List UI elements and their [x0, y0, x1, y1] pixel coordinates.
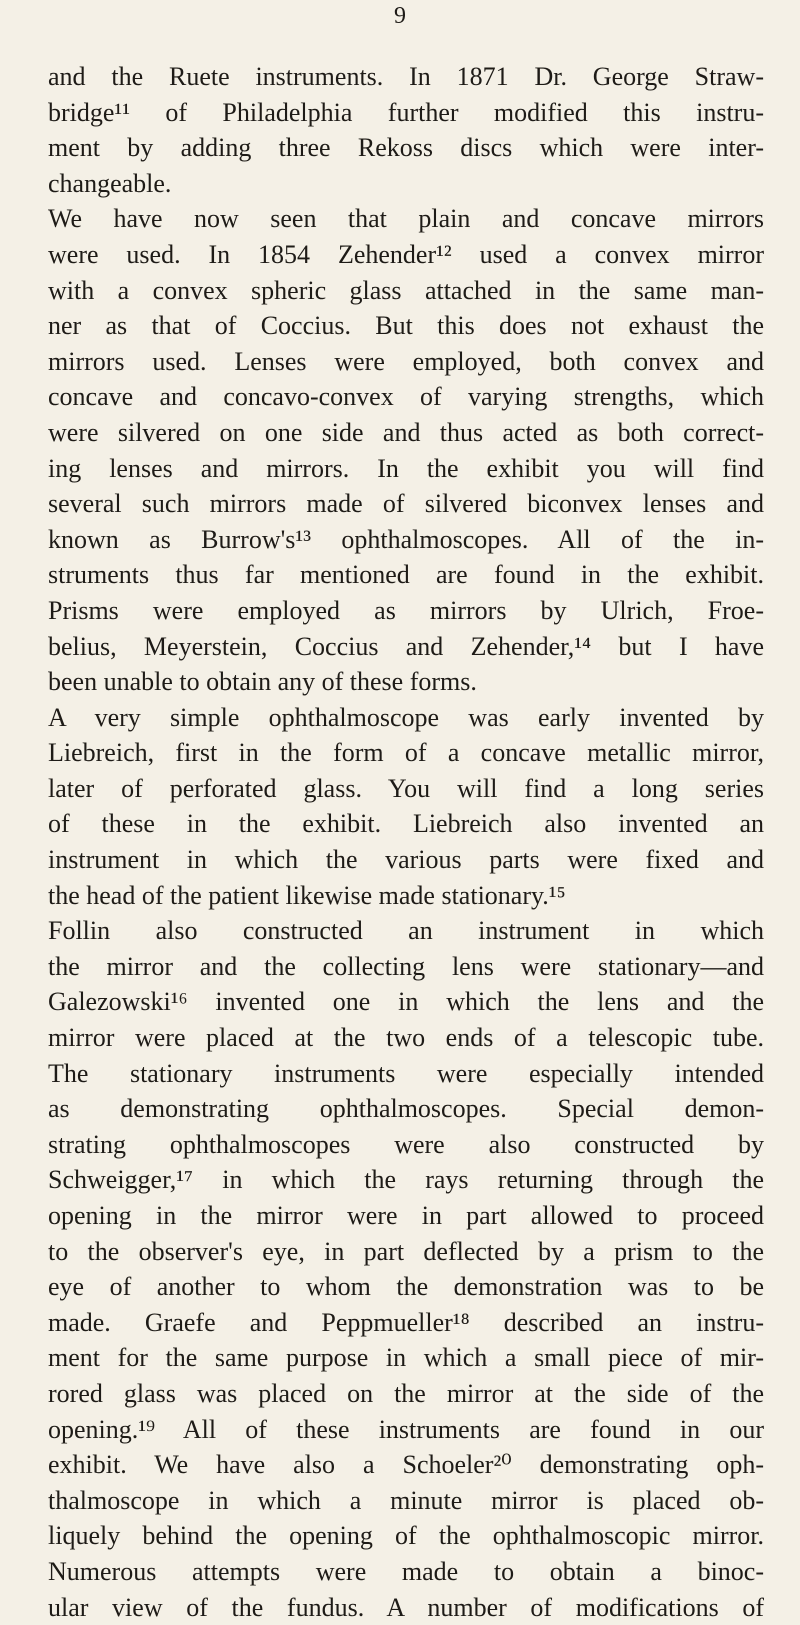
- text-line: made. Graefe and Peppmueller¹⁸ described an instru-: [48, 1307, 764, 1337]
- text-line: opening in the mirror were in part allowed to proceed: [48, 1201, 764, 1230]
- text-line: were silvered on one side and thus acted as both correct-: [48, 417, 764, 447]
- text-line: mirror were placed at the two ends of a telescopic tube.: [48, 1023, 764, 1053]
- text-line: to the observer's eye, in part deflected by a prism to the: [48, 1236, 764, 1266]
- text-line: liquely behind the opening of the ophthalmoscopic mirror.: [48, 1521, 764, 1551]
- text-line: later of perforated glass. You will find a long series: [48, 773, 764, 803]
- text-line: changeable.: [48, 168, 172, 198]
- text-line: exhibit. We have also a Schoeler²⁰ demonstrating oph-: [48, 1450, 764, 1480]
- text-line: thalmoscope in which a minute mirror is placed ob-: [48, 1485, 764, 1515]
- text-line: rored glass was placed on the mirror at the side of the: [48, 1378, 764, 1408]
- text-line: We have now seen that plain and concave mirrors: [48, 204, 764, 234]
- text-line: were used. In 1854 Zehender¹² used a convex mirror: [48, 239, 764, 269]
- text-line: been unable to obtain any of these forms.: [48, 667, 477, 697]
- page-number: 9: [394, 3, 406, 29]
- text-line: the head of the patient likewise made stationary.¹⁵: [48, 880, 566, 910]
- text-line: the mirror and the collecting lens were stationary—and: [48, 951, 764, 981]
- text-line: A very simple ophthalmoscope was early invented by: [48, 702, 764, 732]
- text-line: known as Burrow's¹³ ophthalmoscopes. All of the in-: [48, 524, 764, 554]
- text-line: Liebreich, first in the form of a concave metallic mirror,: [48, 738, 764, 768]
- text-line: Galezowski¹⁶ invented one in which the lens and the: [48, 987, 764, 1017]
- text-line: and the Ruete instruments. In 1871 Dr. George Straw-: [48, 62, 764, 91]
- body-text: [48, 59, 764, 1625]
- text-line: ment by adding three Rekoss discs which were inter-: [48, 133, 764, 163]
- text-line: belius, Meyerstein, Coccius and Zehender,¹⁴ but I have: [48, 631, 764, 661]
- text-line: with a convex spheric glass attached in the same man-: [48, 275, 764, 305]
- text-line: The stationary instruments were especially intended: [48, 1058, 764, 1088]
- text-line: struments thus far mentioned are found in the exhibit.: [48, 560, 764, 590]
- text-line: ment for the same purpose in which a small piece of mir-: [48, 1343, 764, 1373]
- text-line: bridge¹¹ of Philadelphia further modified this instru-: [48, 97, 764, 127]
- text-line: ing lenses and mirrors. In the exhibit you will find: [48, 453, 764, 483]
- text-line: ular view of the fundus. A number of modifications of: [48, 1592, 764, 1622]
- text-line: opening.¹⁹ All of these instruments are found in our: [48, 1414, 764, 1444]
- text-line: concave and concavo-convex of varying strengths, which: [48, 382, 764, 412]
- text-line: eye of another to whom the demonstration was to be: [48, 1272, 764, 1302]
- text-line: instrument in which the various parts were fixed and: [48, 845, 764, 875]
- text-line: as demonstrating ophthalmoscopes. Special demon-: [48, 1094, 764, 1124]
- text-line: Follin also constructed an instrument in which: [48, 916, 764, 946]
- text-line: Prisms were employed as mirrors by Ulrich, Froe-: [48, 595, 764, 625]
- text-line: strating ophthalmoscopes were also constructed by: [48, 1129, 764, 1159]
- text-line: several such mirrors made of silvered biconvex lenses and: [48, 489, 764, 519]
- text-line: Schweigger,¹⁷ in which the rays returning through the: [48, 1165, 764, 1195]
- text-line: mirrors used. Lenses were employed, both convex and: [48, 346, 764, 376]
- text-line: ner as that of Coccius. But this does not exhaust the: [48, 311, 764, 341]
- text-line: Numerous attempts were made to obtain a binoc-: [48, 1556, 764, 1586]
- text-line: of these in the exhibit. Liebreich also invented an: [48, 809, 764, 839]
